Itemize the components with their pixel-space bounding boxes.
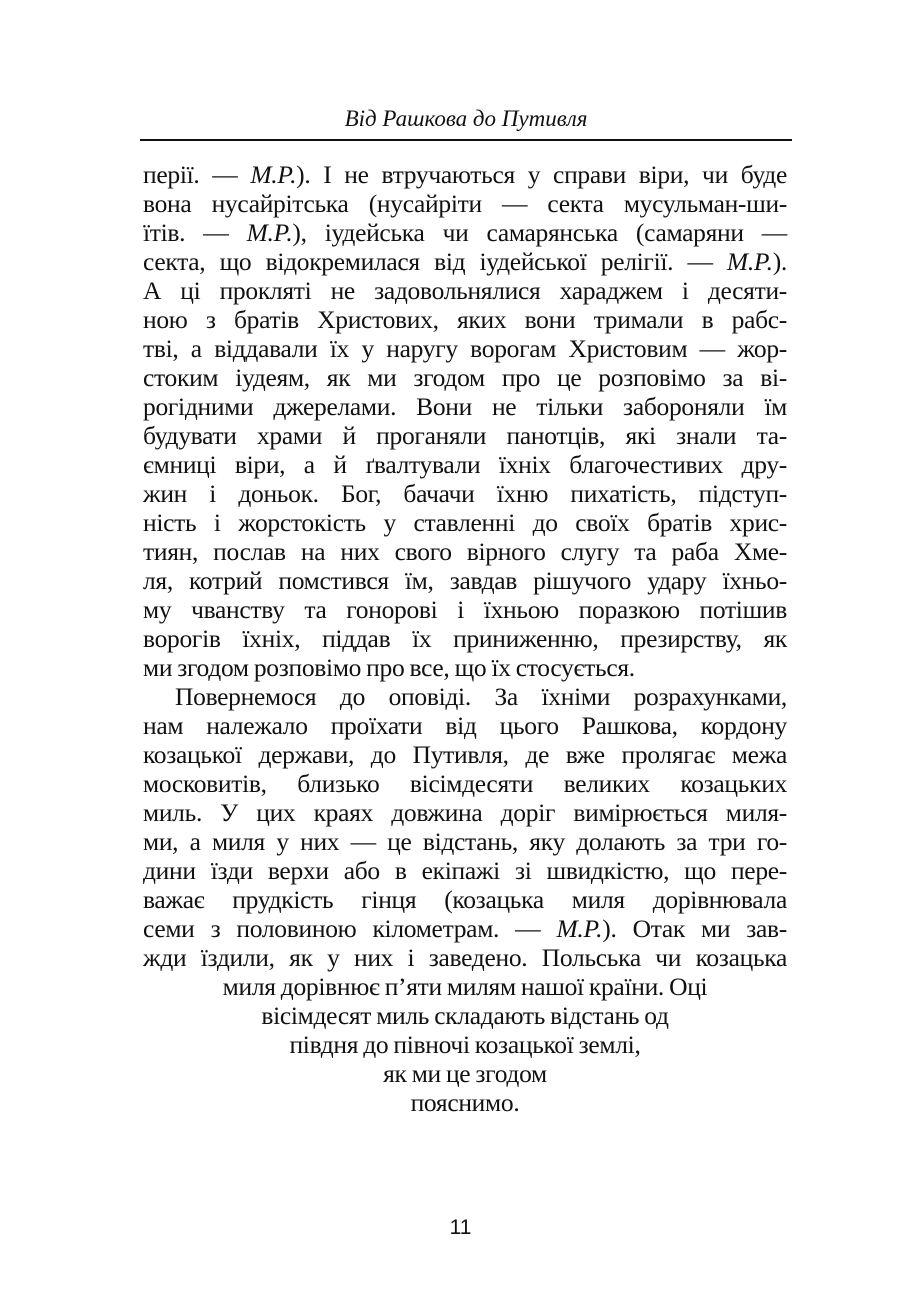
text-segment: дини їзди верхи або в екіпажі зі швидкістю, що пере-: [143, 856, 787, 885]
text-segment: тві, а віддавали їх у наругу ворогам Христовим — жор-: [143, 334, 787, 363]
body-text: [143, 160, 787, 1117]
text-segment: жин і доньок. Бог, бачачи їхню пихатість, підступ-: [143, 479, 787, 508]
text-segment: ність і жорстокість у ставленні до своїх братів хрис-: [143, 508, 787, 537]
text-line: [143, 247, 787, 276]
text-line: [143, 537, 787, 566]
editor-note-initials: М.Р.: [250, 160, 297, 189]
text-segment: Повернемося до оповіді. За їхніми розрахунками,: [175, 682, 787, 711]
text-segment: як ми це згодом: [383, 1059, 547, 1088]
text-line: [143, 334, 787, 363]
text-segment: му чванству та гонорові і їхньою поразкою потішив: [143, 595, 787, 624]
text-segment: вона нусайрітська (нусайріти — секта мусульман-ши-: [143, 189, 787, 218]
text-line: [143, 972, 787, 1001]
text-line: [143, 1030, 787, 1059]
text-line: [143, 711, 787, 740]
text-segment: миля дорівнює п’яти милям нашої країни. Оці: [222, 972, 708, 1001]
text-segment: півдня до півночі козацької землі,: [289, 1030, 641, 1059]
text-segment: ми, а миля у них — це відстань, яку долають за три го-: [143, 827, 787, 856]
text-line: [143, 595, 787, 624]
editor-note-initials: М.Р.: [246, 218, 293, 247]
text-segment: важає прудкість гінця (козацька миля дорівнювала: [143, 885, 787, 914]
editor-note-initials: М.Р.: [726, 247, 773, 276]
text-segment: вісімдесят миль складають відстань од: [261, 1001, 669, 1030]
text-segment: козацької держави, до Путивля, де вже пролягає межа: [143, 740, 787, 769]
text-segment: ). Отак ми зав-: [602, 914, 787, 943]
text-segment: жди їздили, як у них і заведено. Польська чи козацька: [143, 943, 787, 972]
text-segment: ).: [772, 247, 787, 276]
text-segment: тиян, послав на них свого вірного слугу та раба Хме-: [143, 537, 787, 566]
text-segment: семи з половиною кілометрам. —: [143, 914, 557, 943]
text-line: [143, 479, 787, 508]
editor-note-initials: М.Р.: [556, 914, 603, 943]
text-segment: ), іудейська чи самарянська (самаряни —: [292, 218, 787, 247]
text-segment: секта, що відокремилася від іудейської релігії. —: [143, 247, 727, 276]
text-segment: А ці прокляті не задовольнялися хараджем і десяти-: [143, 276, 787, 305]
text-line: [143, 914, 787, 943]
text-line: [143, 421, 787, 450]
text-line: [143, 856, 787, 885]
text-segment: нам належало проїхати від цього Рашкова, кордону: [143, 711, 787, 740]
text-line: [143, 276, 787, 305]
text-segment: ворогів їхніх, піддав їх приниженню, презирству, як: [143, 624, 787, 653]
text-line: [143, 508, 787, 537]
text-line: [143, 1088, 787, 1117]
text-segment: московитів, близько вісімдесяти великих козацьких: [143, 769, 787, 798]
text-line: [143, 653, 787, 682]
text-segment: перії. —: [143, 160, 251, 189]
text-segment: ). І не втручаються у справи віри, чи буде: [296, 160, 787, 189]
text-line: [143, 1059, 787, 1088]
running-head-title: Від Рашкова до Путивля: [344, 106, 588, 131]
text-line: [143, 943, 787, 972]
text-segment: рогідними джерелами. Вони не тільки забороняли їм: [143, 392, 787, 421]
text-segment: ною з братів Христових, яких вони тримали в рабс-: [143, 305, 787, 334]
text-segment: миль. У цих краях довжина доріг вимірюється миля-: [143, 798, 787, 827]
text-segment: пояснимо.: [410, 1088, 520, 1117]
text-line: [143, 624, 787, 653]
text-line: [143, 682, 787, 711]
text-line: [143, 1001, 787, 1030]
text-segment: ля, котрий помстився їм, завдав рішучого удару їхньо-: [143, 566, 787, 595]
text-line: [143, 769, 787, 798]
text-segment: ми згодом розповімо про все, що їх стосується.: [143, 653, 635, 682]
header-rule: [140, 139, 792, 141]
text-segment: будувати храми й проганяли панотців, які знали та-: [143, 421, 787, 450]
text-line: [143, 740, 787, 769]
text-line: [143, 798, 787, 827]
text-line: [143, 450, 787, 479]
text-segment: ємниці віри, а й ґвалтували їхніх благочестивих дру-: [143, 450, 787, 479]
text-line: [143, 305, 787, 334]
text-line: [143, 218, 787, 247]
text-line: [143, 189, 787, 218]
text-segment: їтів. —: [143, 218, 247, 247]
text-line: [143, 363, 787, 392]
text-segment: стоким іудеям, як ми згодом про це розповімо за ві-: [143, 363, 787, 392]
text-line: [143, 392, 787, 421]
page-number: 11: [449, 1216, 472, 1239]
text-line: [143, 566, 787, 595]
text-line: [143, 160, 787, 189]
text-line: [143, 885, 787, 914]
text-line: [143, 827, 787, 856]
